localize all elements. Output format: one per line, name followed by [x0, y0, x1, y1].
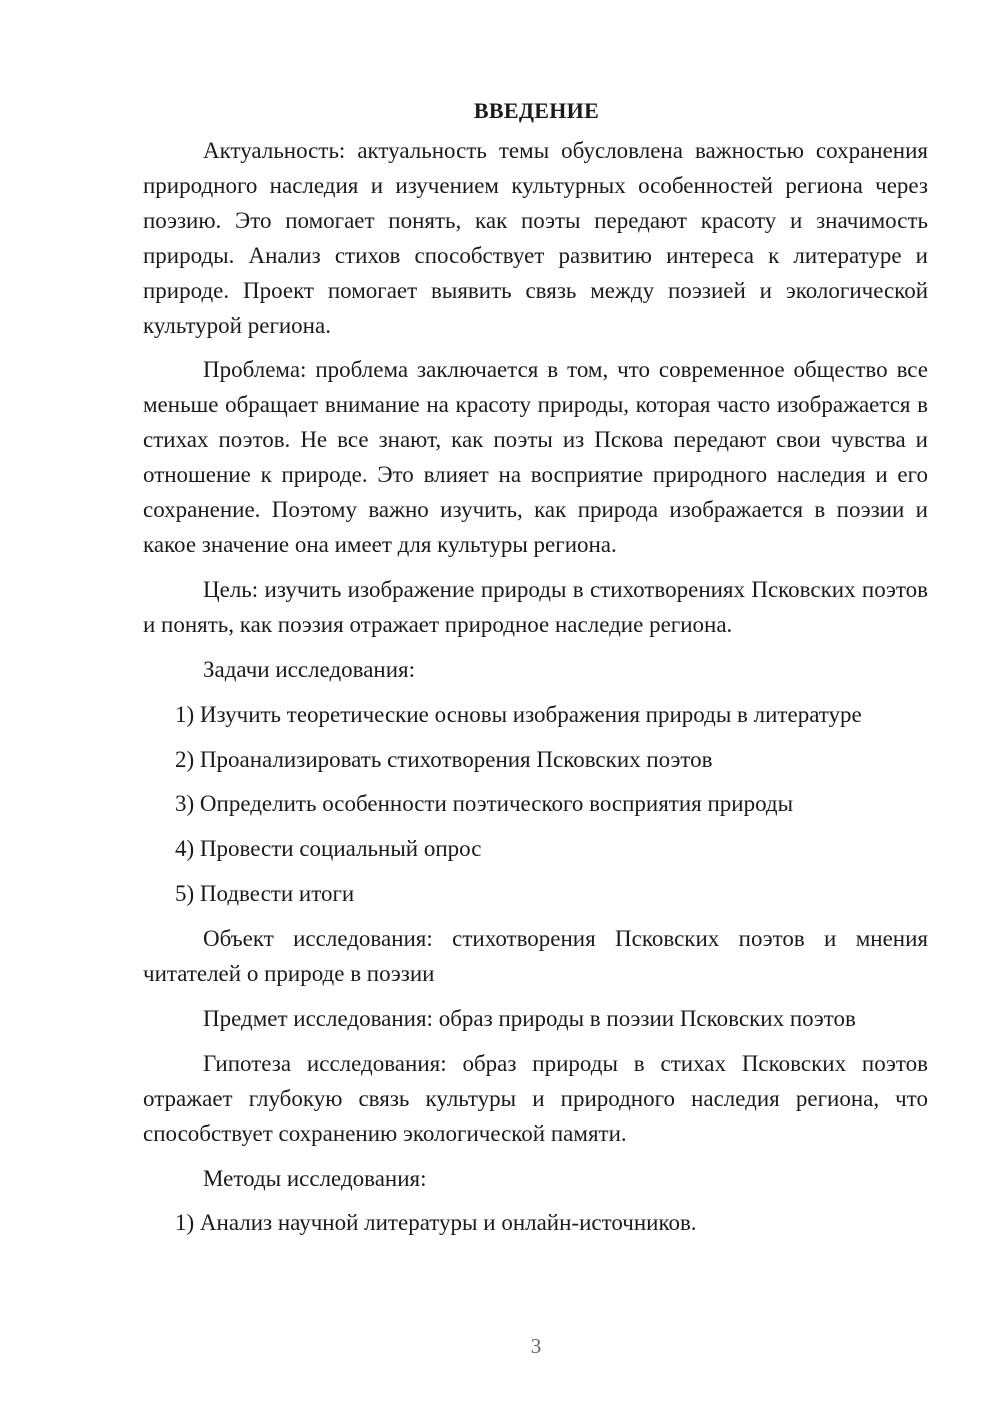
methods-heading: Методы исследования:	[203, 1165, 427, 1191]
task-item: 1) Изучить теоретические основы изображения природы в литературе	[175, 701, 862, 727]
task-item: 5) Подвести итоги	[175, 881, 355, 907]
subject-paragraph: Предмет исследования: образ природы в поэзии Псковских поэтов	[203, 1005, 856, 1031]
task-item: 2) Проанализировать стихотворения Псковских поэтов	[175, 746, 713, 772]
relevance-paragraph: Актуальность: актуальность темы обусловлена важностью сохранения природного наследия и изучением культурных особенностей региона через поэзию. Это помогает понять, как поэты передают красоту и значимость природы. Анализ стихов способствует развитию интереса к литературе и природе. Проект помогает выявить связь между поэзией и экологической культурой региона.	[143, 138, 928, 338]
task-item: 4) Провести социальный опрос	[175, 836, 482, 862]
hypothesis-paragraph: Гипотеза исследования: образ природы в стихах Псковских поэтов отражает глубокую связь культуры и природного наследия региона, что способствует сохранению экологической памяти.	[143, 1050, 928, 1146]
goal-paragraph: Цель: изучить изображение природы в стихотворениях Псковских поэтов и понять, как поэзия отражает природное наследие региона.	[143, 576, 928, 637]
object-paragraph: Объект исследования: стихотворения Псковских поэтов и мнения читателей о природе в поэзии	[143, 926, 928, 987]
problem-paragraph: Проблема: проблема заключается в том, что современное общество все меньше обращает внимание на красоту природы, которая часто изображается в стихах поэтов. Не все знают, как поэты из Пскова передают свои чувства и отношение к природе. Это влияет на восприятие природного наследия и его сохранение. Поэтому важно изучить, как природа изображается в поэзии и какое значение она имеет для культуры региона.	[143, 357, 928, 557]
task-item: 3) Определить особенности поэтического восприятия природы	[175, 791, 794, 817]
method-item: 1) Анализ научной литературы и онлайн-источников.	[175, 1210, 697, 1236]
section-heading: ВВЕДЕНИЕ	[473, 98, 600, 123]
tasks-heading: Задачи исследования:	[203, 656, 416, 682]
page-number: 3	[530, 1334, 542, 1358]
document-page	[143, 96, 928, 1251]
